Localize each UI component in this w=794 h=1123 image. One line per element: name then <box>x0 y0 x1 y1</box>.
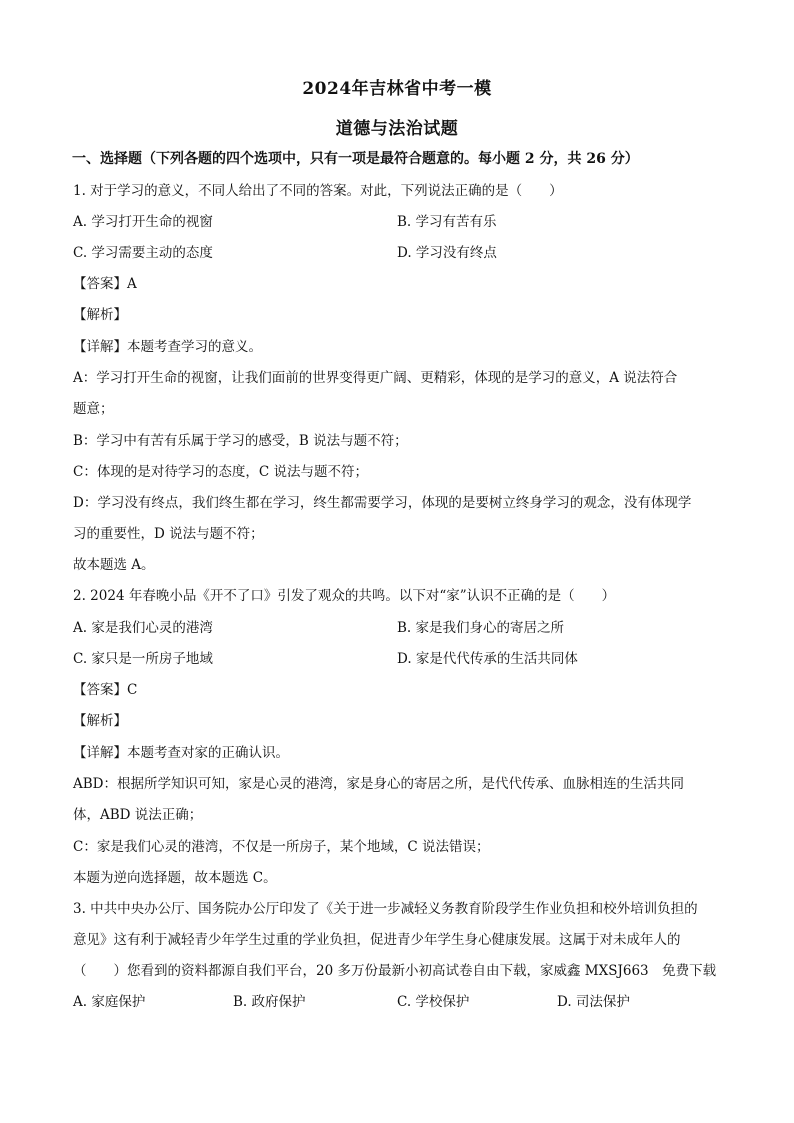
q2-option-c: C. 家只是一所房子地域 <box>73 651 213 667</box>
q1-option-b: B. 学习有苦有乐 <box>397 214 497 230</box>
q2-conclusion: 本题为逆向选择题，故本题选 C。 <box>73 870 277 886</box>
q3-stem-line: 意见》这有利于减轻青少年学生过重的学业负担，促进青少年学生身心健康发展。这属于对未成年人的 <box>73 932 681 948</box>
q1-explanation-line: 题意； <box>73 401 114 417</box>
q1-answer: 【答案】A <box>73 276 137 292</box>
q1-explanation-line: B：学习中有苦有乐属于学习的感受，B 说法与题不符； <box>73 433 408 449</box>
q3-option-c: C. 学校保护 <box>397 994 470 1010</box>
q1-detail: 【详解】本题考查学习的意义。 <box>73 339 262 355</box>
exam-subtitle: 道德与法治试题 <box>335 119 459 139</box>
q1-stem: 1. 对于学习的意义，不同人给出了不同的答案。对此，下列说法正确的是（ ） <box>73 183 563 199</box>
q3-stem-line: 3. 中共中央办公厅、国务院办公厅印发了《关于进一步减轻义务教育阶段学生作业负担和校外培训负担的 <box>73 901 698 917</box>
q2-explanation-line: 体，ABD 说法正确； <box>73 807 203 823</box>
q2-option-b: B. 家是我们身心的寄居之所 <box>397 620 565 636</box>
q2-detail: 【详解】本题考查对家的正确认识。 <box>73 745 289 761</box>
q1-option-a: A. 学习打开生命的视窗 <box>73 214 213 230</box>
q1-explanation-line: C：体现的是对待学习的态度，C 说法与题不符； <box>73 464 368 480</box>
q2-option-d: D. 家是代代传承的生活共同体 <box>397 651 578 667</box>
q2-explanation-line: C：家是我们心灵的港湾，不仅是一所房子，某个地域，C 说法错误； <box>73 839 490 855</box>
q1-explanation-line: A：学习打开生命的视窗，让我们面前的世界变得更广阔、更精彩，体现的是学习的意义，A 说法符合 <box>73 370 678 386</box>
q1-option-d: D. 学习没有终点 <box>397 245 497 261</box>
q3-option-d: D. 司法保护 <box>557 994 630 1010</box>
section-heading: 一、选择题（下列各题的四个选项中，只有一项是最符合题意的。每小题 2 分，共 26 分） <box>72 151 639 167</box>
q1-explanation-line: D：学习没有终点，我们终生都在学习，终生都需要学习，体现的是要树立终身学习的观念，没有体现学 <box>73 495 692 511</box>
exam-title: 2024年吉林省中考一模 <box>302 79 492 99</box>
q2-analysis: 【解析】 <box>73 713 127 729</box>
q3-option-a: A. 家庭保护 <box>73 994 146 1010</box>
q3-option-b: B. 政府保护 <box>233 994 306 1010</box>
q2-stem: 2. 2024 年春晚小品《开不了口》引发了观众的共鸣。以下对“家”认识不正确的是（ ） <box>73 588 616 604</box>
q1-conclusion: 故本题选 A。 <box>73 557 155 573</box>
q1-analysis: 【解析】 <box>73 307 127 323</box>
q2-explanation-line: ABD：根据所学知识可知，家是心灵的港湾，家是身心的寄居之所，是代代传承、血脉相连的生活共同 <box>73 776 684 792</box>
q2-option-a: A. 家是我们心灵的港湾 <box>73 620 213 636</box>
q1-explanation-line: 习的重要性，D 说法与题不符； <box>73 526 264 542</box>
q2-answer: 【答案】C <box>73 682 138 698</box>
q3-stem-line: （ ）您看到的资料都源自我们平台，20 多万份最新小初高试卷自由下载，家威鑫 MXSJ663 免费下载 <box>73 963 717 979</box>
q1-option-c: C. 学习需要主动的态度 <box>73 245 213 261</box>
